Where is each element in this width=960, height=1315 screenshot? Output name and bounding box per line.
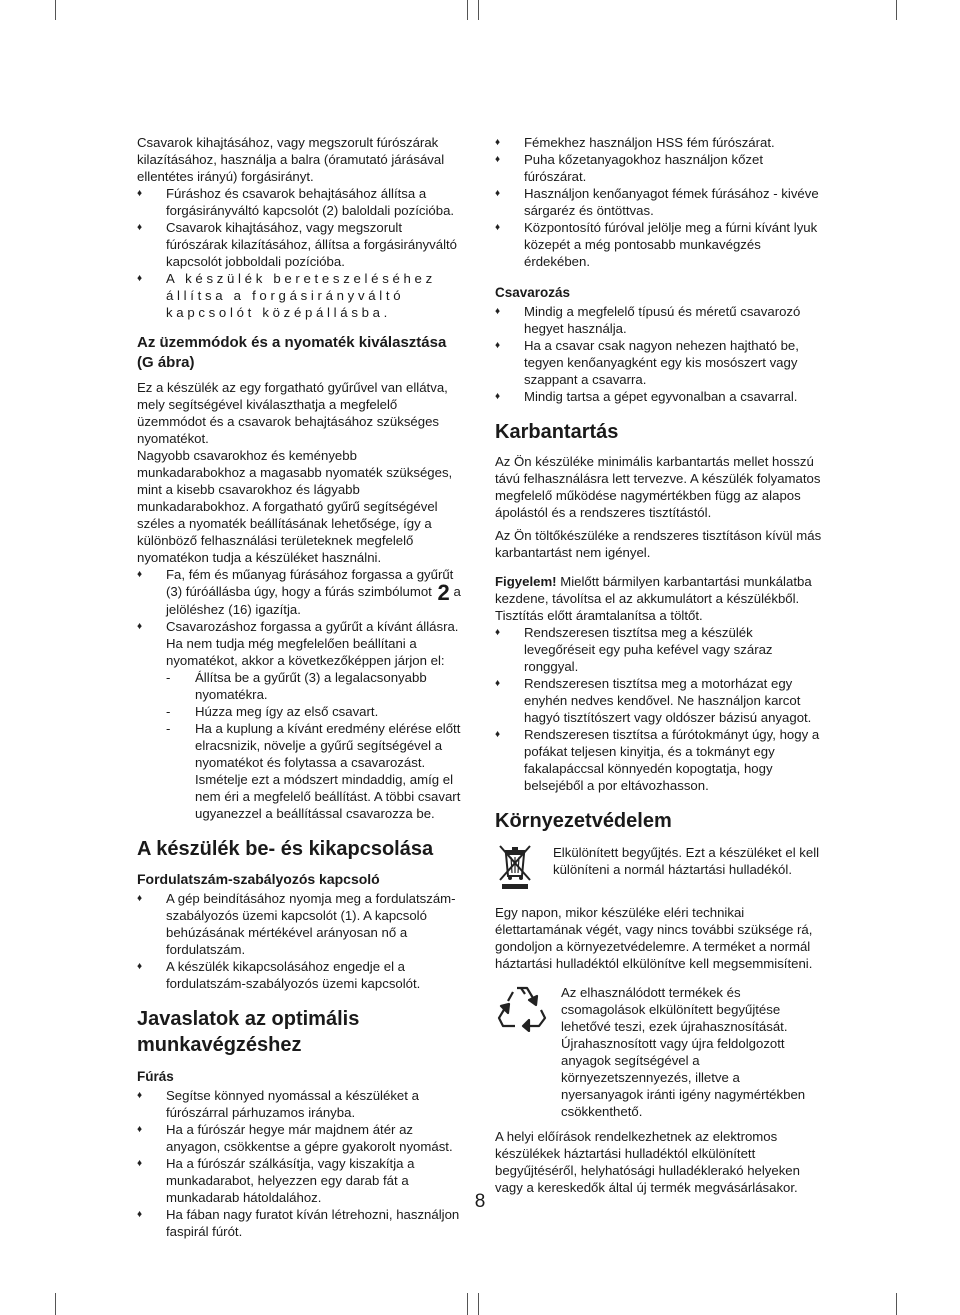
list-item: ♦ Rendszeresen tisztítsa meg a készülék levegőréseit egy puha kefével vagy száraz ronggyal. — [495, 624, 825, 675]
warning-paragraph — [495, 573, 825, 624]
dash-item-text: Húzza meg így az első csavart. — [195, 704, 379, 719]
left-column — [137, 134, 467, 1240]
list-item: ♦ Központosító fúróval jelölje meg a fúrni kívánt lyuk közepét a még pontosabb munkavégzés érdekében. — [495, 219, 825, 270]
onoff-list — [137, 890, 467, 992]
list-item: ♦ Mindig a megfelelő típusú és méretű csavarozó hegyet használja. — [495, 303, 825, 337]
maintenance-list — [495, 624, 825, 794]
mode-heading-line2: (G ábra) — [137, 354, 195, 371]
crop-mark — [55, 0, 56, 20]
mode-paragraph-2: Nagyobb csavarokhoz és keményebb munkadarabokhoz a magasabb nyomaték szükséges, mint a kisebb csavarokhoz és lágyabb munkadarabokhoz. A forgatható gyűrű segítségével széles a nyomaték beállításának lehetősége, így a különböző felhasználási területeknek megfelelő nyomatékon tudja a készüléket használni. — [137, 448, 453, 565]
list-item: ♦ Csavarozáshoz forgassa a gyűrűt a kívánt állásra. Ha nem tudja még megfelelően beállítani a nyomatékot, akkor a következőképpen járjon el: — [137, 618, 467, 669]
environment-paragraph-2: A helyi előírások rendelkezhetnek az elektromos készülékek háztartási hulladéktól elkülönített begyűjtéséről, helyhatósági hulladéklerakó helyeken vagy a kereskedők által új termék megvásárlásakor. — [495, 1129, 800, 1195]
warning-label: Figyelem! — [495, 574, 557, 589]
dash-marker: - — [166, 670, 171, 685]
drilling-label: Fúrás — [137, 1069, 174, 1084]
environment-heading: Környezetvédelem — [495, 810, 672, 832]
onoff-subheading: Fordulatszám-szabályozós kapcsoló — [137, 871, 380, 887]
drilling-list — [137, 1087, 467, 1240]
list-item: ♦ Fémekhez használjon HSS fém fúrószárat. — [495, 134, 825, 151]
crop-mark — [467, 0, 468, 20]
weee-block — [495, 842, 825, 896]
dash-list — [166, 669, 467, 822]
list-item: ♦ Segítse könnyed nyomással a készüléket a fúrószárral párhuzamos irányba. — [137, 1087, 467, 1121]
mode-paragraph-1: Ez a készülék az egy forgatható gyűrűvel van ellátva, mely segítségével kiválaszthatja a megfelelő üzemmódot és a csavarok behajtásához szükséges nyomatékot. — [137, 380, 448, 446]
warning-text: Mielőtt bármilyen karbantartási munkálatba kezdene, távolítsa el az akkumulátort a készülékből. Tisztítás előtt áramtalanítsa a töltőt. — [495, 574, 812, 623]
recycle-text: Az elhasználódott termékek és csomagolások elkülönített begyűjtése lehetővé teszi, ezek újrahasznosítását. Újrahasznosított vagy újra feldolgozott anyagok segítségével a környezetszennyezés, illetve a nyersanyagok iránti igény nagymértékben csökkenthető. — [561, 985, 806, 1119]
list-item: ♦ Használjon kenőanyagot fémek fúrásához - kivéve sárgaréz és öntöttvas. — [495, 185, 825, 219]
list-item: ♦ Rendszeresen tisztítsa meg a motorházat egy enyhén nedves kendővel. Ne használjon karcot hagyó tisztítószert vagy oldószer bázisú anyagot. — [495, 675, 825, 726]
direction-list — [137, 185, 467, 321]
maintenance-paragraph-2: Az Ön töltőkészüléke a rendszeres tisztításon kívül más karbantartást nem igényel. — [495, 528, 822, 560]
recycle-block — [495, 982, 825, 1120]
maintenance-heading: Karbantartás — [495, 421, 619, 443]
right-column — [495, 134, 825, 1196]
crop-mark — [467, 1293, 468, 1315]
intro-paragraph: Csavarok kihajtásához, vagy megszorult fúrószárak kilazításához, használja a balra (óramutató járásával ellentétes irányú) forgásirányt. — [137, 135, 445, 184]
list-item: ♦ A készülék kikapcsolásához engedje el a fordulatszám-szabályozós üzemi kapcsolót. — [137, 958, 467, 992]
screwing-label: Csavarozás — [495, 285, 571, 300]
list-item — [137, 270, 467, 321]
mode-heading-line1: Az üzemmódok és a nyomaték kiválasztása — [137, 334, 447, 351]
crop-mark — [478, 0, 479, 20]
list-item: ♦ Csavarok kihajtásához, vagy megszorult fúrószárak kilazításához, állítsa a forgásirányváltó kapcsolót jobboldali pozícióba. — [137, 219, 467, 270]
list-item: ♦ Rendszeresen tisztítsa a fúrótokmányt úgy, hogy a pofákat teljesen kinyitja, és a tokmányt egy fakalapáccsal könnyedén kopogtatja, hogy belsejéből a por eltávozhasson. — [495, 726, 825, 794]
dash-marker: - — [166, 721, 171, 736]
crop-mark — [896, 1293, 897, 1315]
list-item — [166, 720, 467, 822]
list-item — [166, 669, 467, 703]
list-item — [137, 566, 467, 618]
crop-mark — [55, 1293, 56, 1315]
drill-symbol-icon: 2 — [437, 580, 450, 605]
onoff-heading: A készülék be- és kikapcsolása — [137, 838, 434, 860]
maintenance-paragraph-1: Az Ön készüléke minimális karbantartás mellet hosszú távú felhasználásra lett tervezve. A készülék folyamatos megfelelő működése nagymértékben függ az alapos ápolástól és a rendszeres tisztítástól. — [495, 454, 821, 520]
crop-mark — [896, 0, 897, 20]
crossed-bin-icon — [495, 842, 545, 896]
list-item: ♦ Ha fában nagy furatot kíván létrehozni, használjon faspirál fúrót. — [137, 1206, 467, 1240]
list-item: ♦ Ha a fúrószár szálkásítja, vagy kiszakítja a munkadarabot, helyezzen egy darab fát a munkadarab hátoldalához. — [137, 1155, 467, 1206]
list-item: ♦ Puha kőzetanyagokhoz használjon kőzet fúrószárat. — [495, 151, 825, 185]
dash-item-text: Állítsa be a gyűrűt (3) a legalacsonyabb nyomatékra. — [195, 670, 427, 702]
screwing-list — [495, 303, 825, 405]
weee-text: Elkülönített begyűjtés. Ezt a készüléket el kell különíteni a normál háztartási hulladékól. — [553, 845, 820, 877]
tips-heading: Javaslatok az optimális munkavégzéshez — [137, 1008, 360, 1056]
dash-item-text: Ha a kuplung a kívánt eredmény elérése előtt elracsnizik, növelje a gyűrű segítségével a nyomatékot és folytassa a csavarozást. Ismételje ezt a módszert mindaddig, amíg el nem éri a megfelelő beállítást. A többi csavart ugyanezzel a beállítással csavarozza be. — [195, 721, 461, 821]
material-tips-list — [495, 134, 825, 270]
list-item: ♦ A gép beindításához nyomja meg a fordulatszám-szabályozós üzemi kapcsolót (1). A kapcsoló behúzásának mértékével arányosan nő a fordulatszám. — [137, 890, 467, 958]
list-item: ♦ Fúráshoz és csavarok behajtásához állítsa a forgásirányváltó kapcsolót (2) baloldali pozícióba. — [137, 185, 467, 219]
list-item: ♦ Mindig tartsa a gépet egyvonalban a csavarral. — [495, 388, 825, 405]
recycle-icon — [495, 982, 553, 1036]
list-item: ♦ Ha a csavar csak nagyon nehezen hajtható be, tegyen kenőanyagként egy kis mosószert vagy szappant a csavarra. — [495, 337, 825, 388]
list-item — [166, 703, 467, 720]
mode-heading — [137, 333, 467, 373]
mode-bullet-text: Fa, fém és műanyag fúrásához forgassa a gyűrűt (3) fúróállásba úgy, hogy a fúrás szimbólumot — [166, 567, 454, 599]
spaced-text: A készülék bereteszeléséhez állítsa a forgásirányváltó kapcsolót középállásba. — [166, 271, 436, 320]
list-item: ♦ Ha a fúrószár hegye már majdnem átér az anyagon, csökkentse a gépre gyakorolt nyomást. — [137, 1121, 467, 1155]
dash-marker: - — [166, 704, 171, 719]
page-number: 8 — [474, 1191, 486, 1212]
crop-mark — [478, 1293, 479, 1315]
environment-paragraph-1: Egy napon, mikor készüléke eléri technikai élettartamának végét, vagy nincs további szüksége rá, gondoljon a környezetvédelemre. A terméket a normál háztartási hulladéktól elkülönítve kell megsemmisíteni. — [495, 905, 813, 971]
mode-bullet-text: a jelöléshez (16) igazítja. — [166, 584, 461, 617]
mode-list — [137, 566, 467, 669]
